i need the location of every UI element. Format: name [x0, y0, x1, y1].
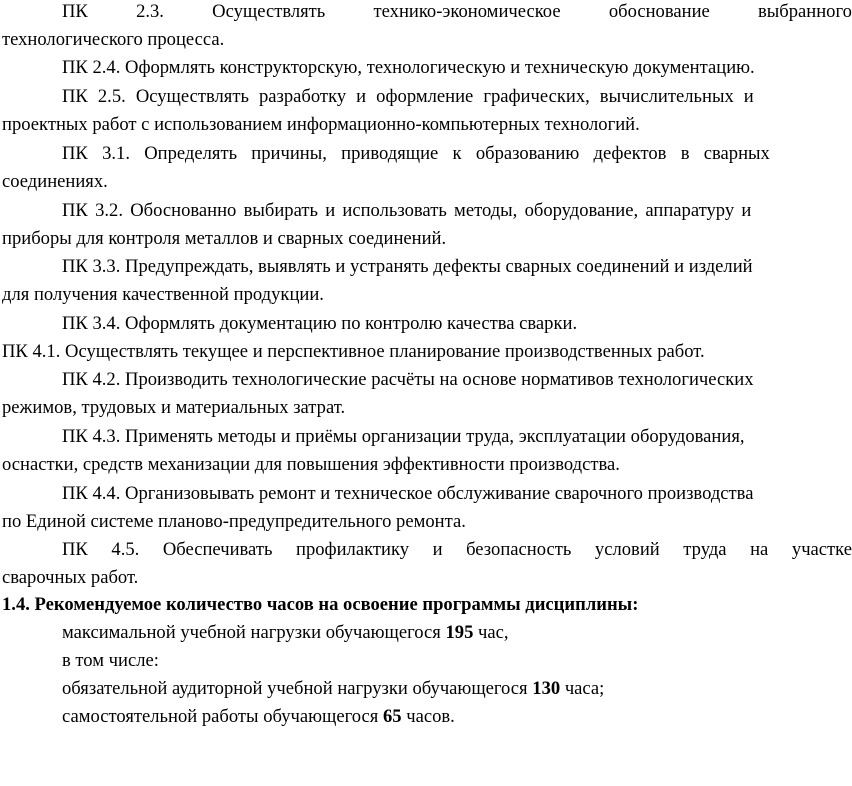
- pk-4-4-line-1: ПК 4.4. Организовывать ремонт и техническое обслуживание сварочного производства: [62, 483, 754, 504]
- word: на: [750, 539, 769, 560]
- max-load-unit: час,: [478, 622, 509, 643]
- word: технико-экономическое: [373, 1, 561, 22]
- pk-4-4-line-2: по Единой системе планово-предупредительного ремонта.: [2, 511, 466, 532]
- word: 4.5.: [111, 539, 140, 560]
- word: безопасность: [466, 539, 572, 560]
- mandatory-load-label: обязательной аудиторной учебной нагрузки обучающегося: [62, 678, 528, 699]
- word: обоснование: [608, 1, 710, 22]
- pk-4-3-line-1: ПК 4.3. Применять методы и приёмы организации труда, эксплуатации оборудования,: [62, 426, 745, 447]
- selfwork-unit: часов.: [406, 706, 455, 727]
- selfwork-label: самостоятельной работы обучающегося: [62, 706, 379, 727]
- pk-4-2-line-1: ПК 4.2. Производить технологические расчёты на основе нормативов технологических: [62, 369, 754, 390]
- word: ПК: [62, 1, 88, 22]
- max-load-line: [62, 619, 509, 647]
- pk-2-5-line-1: ПК 2.5. Осуществлять разработку и оформление графических, вычислительных и: [62, 86, 754, 107]
- pk-3-3-line-2: для получения качественной продукции.: [2, 284, 324, 305]
- pk-2-4-line-1: ПК 2.4. Оформлять конструкторскую, технологическую и техническую документацию.: [62, 57, 755, 78]
- mandatory-load-unit: часа;: [564, 678, 605, 699]
- mandatory-load-value: 130: [532, 678, 561, 699]
- pk-3-2-line-1: ПК 3.2. Обоснованно выбирать и использовать методы, оборудование, аппаратуру и: [62, 200, 752, 221]
- max-load-label: максимальной учебной нагрузки обучающегося: [62, 622, 441, 643]
- word: 2.3.: [136, 1, 164, 22]
- word: условий: [594, 539, 660, 560]
- pk-4-3-line-2: оснастки, средств механизации для повышения эффективности производства.: [2, 454, 620, 475]
- pk-4-5-line-2: сварочных работ.: [2, 567, 139, 588]
- pk-3-1-line-1: ПК 3.1. Определять причины, приводящие к образованию дефектов в сварных: [62, 143, 770, 164]
- selfwork-value: 65: [383, 706, 402, 727]
- section-heading: 1.4. Рекомендуемое количество часов на освоение программы дисциплины:: [2, 594, 639, 615]
- word: профилактику: [296, 539, 410, 560]
- word: Осуществлять: [212, 1, 326, 22]
- pk-3-3-line-1: ПК 3.3. Предупреждать, выявлять и устранять дефекты сварных соединений и изделий: [62, 256, 753, 277]
- selfwork-line: [62, 703, 455, 731]
- mandatory-load-line: [62, 675, 604, 703]
- max-load-value: 195: [445, 622, 474, 643]
- pk-3-2-line-2: приборы для контроля металлов и сварных соединений.: [2, 228, 447, 249]
- word: и: [432, 539, 443, 560]
- word: выбранного: [758, 1, 852, 22]
- pk-4-1-line-1: ПК 4.1. Осуществлять текущее и перспективное планирование производственных работ.: [2, 341, 705, 362]
- pk-3-1-line-2: соединениях.: [2, 171, 108, 192]
- word: труда: [683, 539, 727, 560]
- pk-2-3-line-1: [62, 0, 852, 26]
- word: ПК: [62, 539, 88, 560]
- including-line: в том числе:: [62, 650, 159, 671]
- word: участке: [791, 539, 852, 560]
- pk-3-4-line-1: ПК 3.4. Оформлять документацию по контролю качества сварки.: [62, 313, 578, 334]
- pk-4-5-line-1: [62, 536, 852, 564]
- pk-4-2-line-2: режимов, трудовых и материальных затрат.: [2, 397, 346, 418]
- word: Обеспечивать: [162, 539, 273, 560]
- pk-2-5-line-2: проектных работ с использованием информационно-компьютерных технологий.: [2, 114, 640, 135]
- pk-2-3-line-2: технологического процесса.: [2, 29, 225, 50]
